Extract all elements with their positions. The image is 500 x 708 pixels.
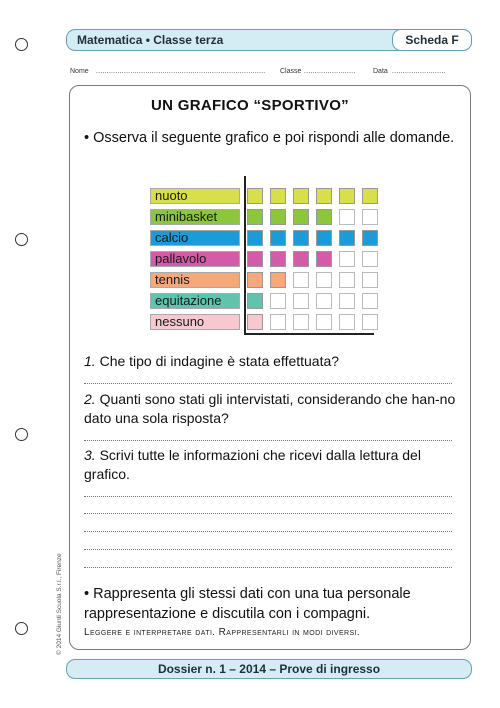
answer-line[interactable] (84, 531, 452, 532)
chart-bar-cell (247, 251, 263, 267)
copyright-text: © 2014 Giunti Scuola S.r.l., Firenze (56, 553, 63, 655)
binder-hole-lower (15, 428, 28, 441)
question-2-text: Quanti sono stati gli intervistati, considerando che han-no dato una sola risposta? (84, 391, 456, 426)
chart-empty-cell (362, 209, 378, 225)
chart-empty-cell (362, 314, 378, 330)
chart-bar-cell (293, 230, 309, 246)
classe-field[interactable]: ........................ (304, 68, 356, 75)
chart-bar-cell (293, 188, 309, 204)
chart-bar-cell (362, 230, 378, 246)
chart-empty-cell (362, 251, 378, 267)
learning-goal-note: Leggere e interpretare dati. Rappresentarli in modi diversi. (84, 627, 361, 638)
chart-bar-cell (293, 209, 309, 225)
footer-bar: Dossier n. 1 – 2014 – Prove di ingresso (66, 659, 472, 679)
chart-x-axis (244, 333, 374, 335)
chart-empty-cell (339, 209, 355, 225)
binder-hole-top (15, 38, 28, 51)
chart-bar-cell (247, 293, 263, 309)
data-field[interactable]: ......................... (392, 68, 446, 75)
question-1-number: 1. (84, 353, 96, 369)
chart-bar-cell (316, 230, 332, 246)
instruction-observe: • Osserva il seguente grafico e poi rispondi alle domande. (84, 130, 455, 146)
question-2-number: 2. (84, 391, 96, 407)
chart-empty-cell (316, 314, 332, 330)
chart-empty-cell (270, 314, 286, 330)
answer-line[interactable] (84, 549, 452, 550)
chart-empty-cell (362, 293, 378, 309)
nome-label: Nome (70, 68, 89, 75)
binder-hole-bottom (15, 622, 28, 635)
chart-empty-cell (339, 272, 355, 288)
chart-bar-cell (316, 251, 332, 267)
chart-empty-cell (316, 272, 332, 288)
answer-line[interactable] (84, 440, 452, 441)
answer-line[interactable] (84, 496, 452, 497)
chart-empty-cell (339, 293, 355, 309)
chart-bar-cell (247, 230, 263, 246)
chart-bar-cell (247, 188, 263, 204)
classe-label: Classe (280, 68, 302, 75)
chart-category-label: pallavolo (150, 251, 240, 267)
instruction-represent: • Rappresenta gli stessi dati con una tua personale rappresentazione e discutila con i compagni. (84, 586, 411, 622)
chart-empty-cell (362, 272, 378, 288)
question-1-text: Che tipo di indagine è stata effettuata? (99, 353, 340, 369)
chart-empty-cell (293, 314, 309, 330)
page-title: UN GRAFICO “SPORTIVO” (151, 97, 349, 114)
sheet-tag: Scheda F (392, 29, 472, 51)
chart-bar-cell (270, 272, 286, 288)
chart-empty-cell (293, 293, 309, 309)
chart-category-label: tennis (150, 272, 240, 288)
question-2 (84, 390, 464, 428)
chart-category-label: nuoto (150, 188, 240, 204)
chart-empty-cell (316, 293, 332, 309)
chart-bar-cell (270, 209, 286, 225)
answer-line[interactable] (84, 383, 452, 384)
chart-bar-cell (339, 188, 355, 204)
subject-label: Matematica • Classe terza (77, 33, 224, 47)
chart-bar-cell (316, 209, 332, 225)
chart-category-label: minibasket (150, 209, 240, 225)
chart-y-axis (244, 176, 246, 334)
chart-bar-cell (362, 188, 378, 204)
chart-category-label: equitazione (150, 293, 240, 309)
binder-hole-upper (15, 233, 28, 246)
chart-empty-cell (293, 272, 309, 288)
answer-line[interactable] (84, 513, 452, 514)
question-1 (84, 352, 464, 371)
chart-bar-cell (270, 230, 286, 246)
answer-line[interactable] (84, 567, 452, 568)
chart-bar-cell (339, 230, 355, 246)
chart-category-label: calcio (150, 230, 240, 246)
data-label: Data (373, 68, 388, 75)
chart-bar-cell (316, 188, 332, 204)
question-3 (84, 446, 464, 484)
chart-empty-cell (339, 251, 355, 267)
chart-category-label: nessuno (150, 314, 240, 330)
question-3-number: 3. (84, 447, 96, 463)
chart-bar-cell (247, 209, 263, 225)
chart-empty-cell (339, 314, 355, 330)
chart-bar-cell (247, 314, 263, 330)
chart-bar-cell (247, 272, 263, 288)
chart-bar-cell (270, 188, 286, 204)
header-bar (66, 29, 472, 51)
question-3-text: Scrivi tutte le informazioni che ricevi dalla lettura del grafico. (84, 447, 421, 482)
chart-empty-cell (270, 293, 286, 309)
chart-bar-cell (270, 251, 286, 267)
chart-bar-cell (293, 251, 309, 267)
nome-field[interactable]: ............................................................................... (96, 68, 266, 75)
